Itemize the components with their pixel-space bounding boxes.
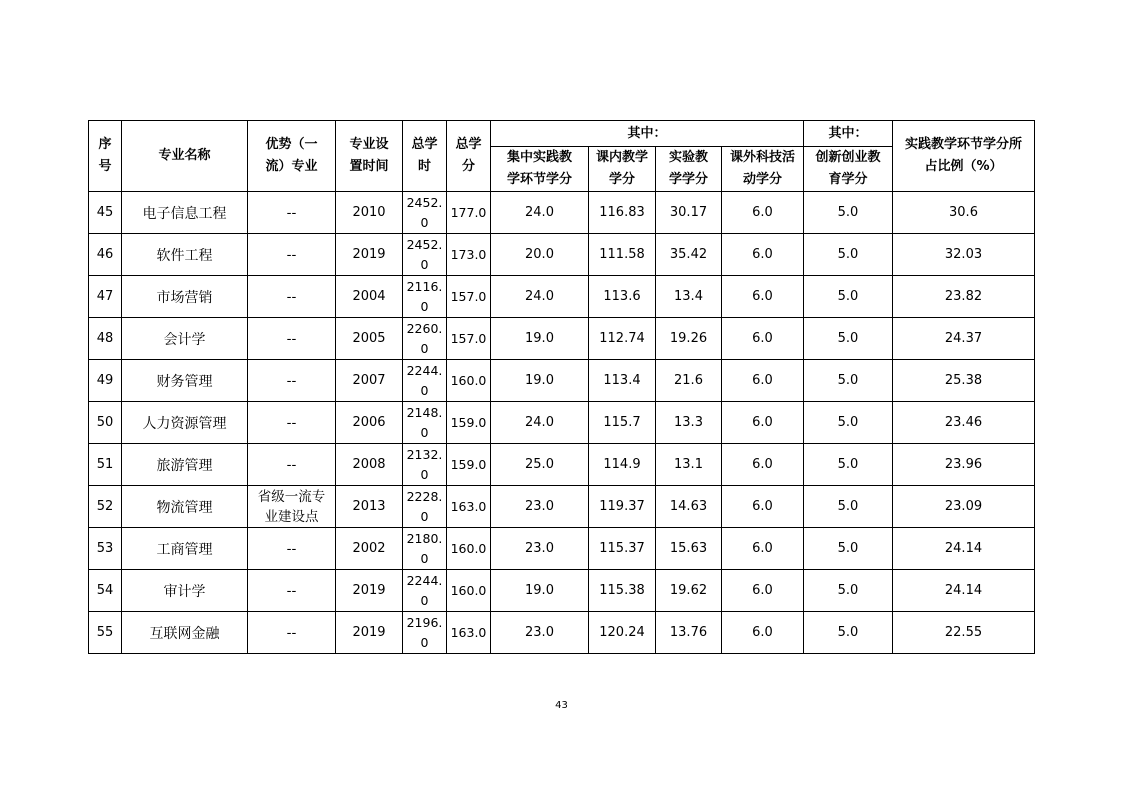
cell-concentrated: 25.0 <box>491 444 589 486</box>
cell-total-credits: 160.0 <box>447 360 491 402</box>
cell-experiment: 35.42 <box>656 234 722 276</box>
cell-advantage: -- <box>248 276 336 318</box>
cell-concentrated: 24.0 <box>491 276 589 318</box>
cell-total-hours: 2244.0 <box>403 570 447 612</box>
cell-extracurricular: 6.0 <box>722 360 804 402</box>
table-row <box>89 486 1035 528</box>
cell-innovation: 5.0 <box>804 276 893 318</box>
header-seq: 序号 <box>89 121 122 192</box>
cell-total-hours: 2148.0 <box>403 402 447 444</box>
cell-concentrated: 24.0 <box>491 402 589 444</box>
cell-experiment: 13.1 <box>656 444 722 486</box>
cell-major-name: 工商管理 <box>122 528 248 570</box>
cell-innovation: 5.0 <box>804 612 893 654</box>
cell-major-name: 人力资源管理 <box>122 402 248 444</box>
credits-table <box>88 120 1035 654</box>
cell-extracurricular: 6.0 <box>722 486 804 528</box>
cell-advantage: -- <box>248 360 336 402</box>
cell-ratio: 23.46 <box>893 402 1035 444</box>
cell-concentrated: 23.0 <box>491 612 589 654</box>
table-row <box>89 192 1035 234</box>
cell-innovation: 5.0 <box>804 402 893 444</box>
cell-established: 2019 <box>336 612 403 654</box>
cell-extracurricular: 6.0 <box>722 318 804 360</box>
cell-seq: 48 <box>89 318 122 360</box>
cell-seq: 46 <box>89 234 122 276</box>
cell-seq: 50 <box>89 402 122 444</box>
header-advantage: 优势（一流）专业 <box>248 121 336 192</box>
cell-total-credits: 160.0 <box>447 528 491 570</box>
header-extracurricular: 课外科技活动学分 <box>722 147 804 192</box>
cell-experiment: 21.6 <box>656 360 722 402</box>
cell-innovation: 5.0 <box>804 318 893 360</box>
cell-ratio: 32.03 <box>893 234 1035 276</box>
cell-seq: 53 <box>89 528 122 570</box>
cell-total-credits: 157.0 <box>447 318 491 360</box>
cell-in-class: 115.7 <box>589 402 656 444</box>
cell-experiment: 19.62 <box>656 570 722 612</box>
cell-concentrated: 23.0 <box>491 486 589 528</box>
header-total-hours: 总学时 <box>403 121 447 192</box>
cell-advantage: -- <box>248 192 336 234</box>
cell-extracurricular: 6.0 <box>722 570 804 612</box>
cell-total-hours: 2244.0 <box>403 360 447 402</box>
cell-advantage: -- <box>248 402 336 444</box>
cell-extracurricular: 6.0 <box>722 528 804 570</box>
cell-in-class: 119.37 <box>589 486 656 528</box>
cell-advantage: -- <box>248 444 336 486</box>
cell-established: 2006 <box>336 402 403 444</box>
cell-in-class: 116.83 <box>589 192 656 234</box>
cell-ratio: 23.09 <box>893 486 1035 528</box>
cell-total-hours: 2196.0 <box>403 612 447 654</box>
cell-concentrated: 19.0 <box>491 360 589 402</box>
cell-advantage: -- <box>248 570 336 612</box>
cell-total-credits: 163.0 <box>447 612 491 654</box>
cell-ratio: 24.14 <box>893 528 1035 570</box>
cell-innovation: 5.0 <box>804 444 893 486</box>
cell-seq: 54 <box>89 570 122 612</box>
cell-in-class: 113.4 <box>589 360 656 402</box>
cell-experiment: 15.63 <box>656 528 722 570</box>
cell-innovation: 5.0 <box>804 192 893 234</box>
cell-established: 2002 <box>336 528 403 570</box>
cell-extracurricular: 6.0 <box>722 192 804 234</box>
cell-total-hours: 2132.0 <box>403 444 447 486</box>
cell-in-class: 115.38 <box>589 570 656 612</box>
cell-advantage: -- <box>248 612 336 654</box>
cell-innovation: 5.0 <box>804 360 893 402</box>
cell-extracurricular: 6.0 <box>722 402 804 444</box>
cell-experiment: 14.63 <box>656 486 722 528</box>
cell-extracurricular: 6.0 <box>722 612 804 654</box>
cell-ratio: 22.55 <box>893 612 1035 654</box>
cell-established: 2013 <box>336 486 403 528</box>
cell-major-name: 审计学 <box>122 570 248 612</box>
cell-seq: 51 <box>89 444 122 486</box>
cell-total-credits: 160.0 <box>447 570 491 612</box>
cell-concentrated: 20.0 <box>491 234 589 276</box>
cell-innovation: 5.0 <box>804 528 893 570</box>
header-major-name: 专业名称 <box>122 121 248 192</box>
cell-experiment: 30.17 <box>656 192 722 234</box>
header-in-class: 课内教学学分 <box>589 147 656 192</box>
table-row <box>89 276 1035 318</box>
cell-ratio: 25.38 <box>893 360 1035 402</box>
cell-major-name: 电子信息工程 <box>122 192 248 234</box>
header-established: 专业设置时间 <box>336 121 403 192</box>
cell-advantage: -- <box>248 528 336 570</box>
cell-seq: 49 <box>89 360 122 402</box>
header-experiment: 实验教学学分 <box>656 147 722 192</box>
cell-concentrated: 19.0 <box>491 318 589 360</box>
cell-total-hours: 2180.0 <box>403 528 447 570</box>
cell-seq: 52 <box>89 486 122 528</box>
cell-innovation: 5.0 <box>804 234 893 276</box>
cell-in-class: 113.6 <box>589 276 656 318</box>
cell-total-hours: 2228.0 <box>403 486 447 528</box>
header-concentrated: 集中实践教学环节学分 <box>491 147 589 192</box>
table-row <box>89 360 1035 402</box>
cell-extracurricular: 6.0 <box>722 234 804 276</box>
cell-established: 2005 <box>336 318 403 360</box>
header-group-2: 其中： <box>804 121 893 147</box>
cell-concentrated: 23.0 <box>491 528 589 570</box>
cell-ratio: 23.96 <box>893 444 1035 486</box>
cell-major-name: 会计学 <box>122 318 248 360</box>
cell-experiment: 13.4 <box>656 276 722 318</box>
cell-established: 2010 <box>336 192 403 234</box>
cell-total-credits: 159.0 <box>447 444 491 486</box>
cell-in-class: 120.24 <box>589 612 656 654</box>
cell-total-credits: 173.0 <box>447 234 491 276</box>
cell-advantage: 省级一流专业建设点 <box>248 486 336 528</box>
cell-extracurricular: 6.0 <box>722 444 804 486</box>
cell-major-name: 软件工程 <box>122 234 248 276</box>
header-group-1: 其中： <box>491 121 804 147</box>
cell-in-class: 112.74 <box>589 318 656 360</box>
cell-major-name: 互联网金融 <box>122 612 248 654</box>
cell-in-class: 114.9 <box>589 444 656 486</box>
cell-ratio: 23.82 <box>893 276 1035 318</box>
cell-experiment: 19.26 <box>656 318 722 360</box>
cell-advantage: -- <box>248 234 336 276</box>
cell-innovation: 5.0 <box>804 570 893 612</box>
table-body <box>89 192 1035 654</box>
cell-total-hours: 2452.0 <box>403 234 447 276</box>
cell-total-credits: 163.0 <box>447 486 491 528</box>
cell-total-hours: 2116.0 <box>403 276 447 318</box>
cell-concentrated: 24.0 <box>491 192 589 234</box>
table-row <box>89 528 1035 570</box>
cell-total-hours: 2452.0 <box>403 192 447 234</box>
cell-major-name: 财务管理 <box>122 360 248 402</box>
header-total-credits: 总学分 <box>447 121 491 192</box>
cell-established: 2019 <box>336 234 403 276</box>
cell-ratio: 24.37 <box>893 318 1035 360</box>
table-header <box>89 121 1035 192</box>
cell-major-name: 市场营销 <box>122 276 248 318</box>
cell-experiment: 13.76 <box>656 612 722 654</box>
header-ratio: 实践教学环节学分所占比例（%） <box>893 121 1035 192</box>
table-row <box>89 570 1035 612</box>
cell-experiment: 13.3 <box>656 402 722 444</box>
page-number: 43 <box>555 700 568 711</box>
cell-established: 2004 <box>336 276 403 318</box>
cell-total-credits: 177.0 <box>447 192 491 234</box>
cell-ratio: 30.6 <box>893 192 1035 234</box>
cell-innovation: 5.0 <box>804 486 893 528</box>
table-row <box>89 318 1035 360</box>
cell-established: 2007 <box>336 360 403 402</box>
cell-advantage: -- <box>248 318 336 360</box>
cell-seq: 47 <box>89 276 122 318</box>
cell-in-class: 111.58 <box>589 234 656 276</box>
table-row <box>89 234 1035 276</box>
cell-total-credits: 159.0 <box>447 402 491 444</box>
cell-concentrated: 19.0 <box>491 570 589 612</box>
table-row <box>89 444 1035 486</box>
cell-established: 2008 <box>336 444 403 486</box>
cell-in-class: 115.37 <box>589 528 656 570</box>
cell-major-name: 物流管理 <box>122 486 248 528</box>
cell-total-hours: 2260.0 <box>403 318 447 360</box>
cell-extracurricular: 6.0 <box>722 276 804 318</box>
table-row <box>89 612 1035 654</box>
cell-total-credits: 157.0 <box>447 276 491 318</box>
cell-seq: 45 <box>89 192 122 234</box>
cell-established: 2019 <box>336 570 403 612</box>
header-innovation: 创新创业教育学分 <box>804 147 893 192</box>
table-row <box>89 402 1035 444</box>
cell-ratio: 24.14 <box>893 570 1035 612</box>
cell-seq: 55 <box>89 612 122 654</box>
cell-major-name: 旅游管理 <box>122 444 248 486</box>
